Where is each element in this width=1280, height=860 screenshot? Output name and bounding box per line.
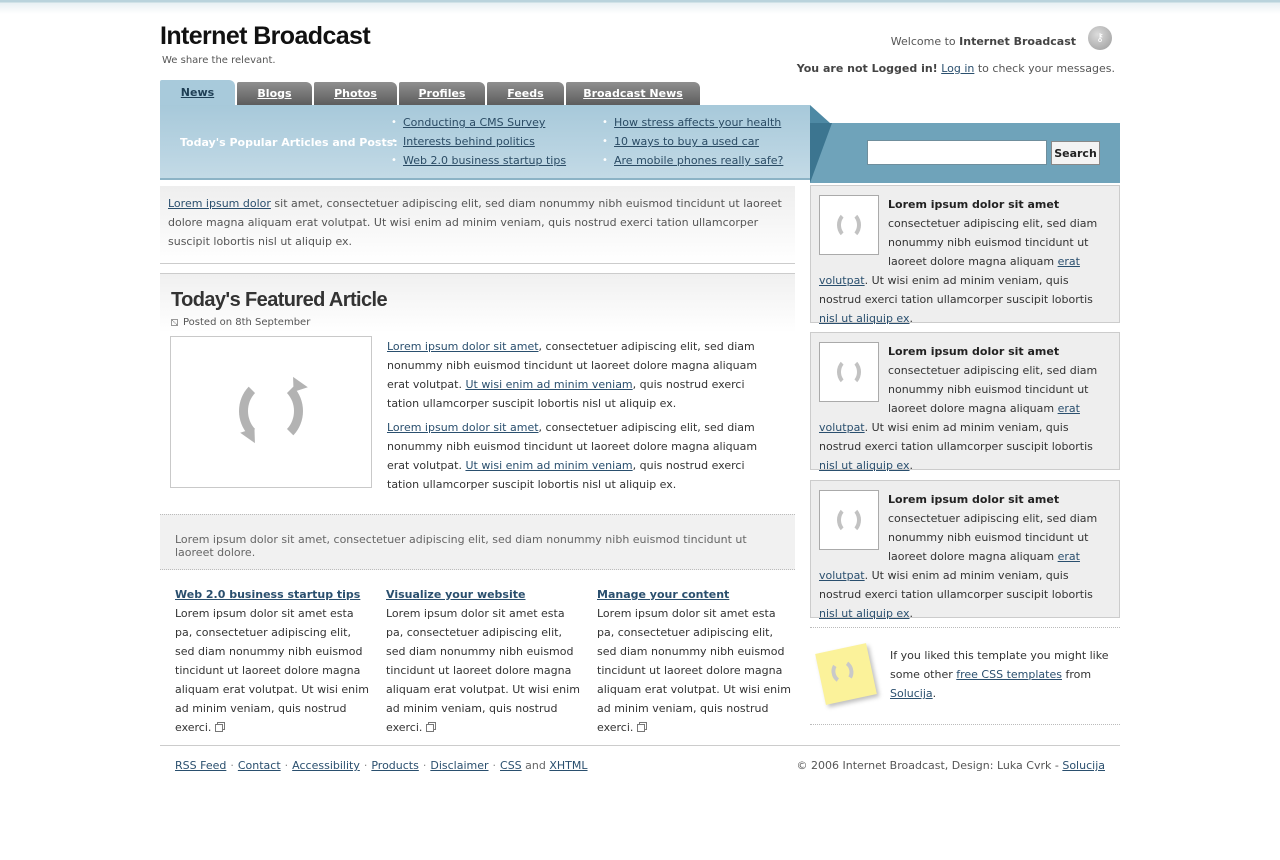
column-title-link[interactable]: Web 2.0 business startup tips xyxy=(175,588,361,601)
sidebar-text: . Ut wisi enim ad minim veniam, quis nostrud exerci tation ullamcorper suscipit lobortis xyxy=(819,274,1093,306)
separator: · xyxy=(363,759,368,772)
column-heading xyxy=(386,586,581,604)
welcome-message xyxy=(891,35,1076,48)
list-item xyxy=(391,116,566,135)
login-link[interactable]: Log in xyxy=(941,62,975,75)
tab-feeds-label: Feeds xyxy=(507,87,544,100)
tab-feeds[interactable] xyxy=(487,82,564,105)
featured-image xyxy=(170,336,372,488)
footer-and: and xyxy=(521,759,550,772)
separator: · xyxy=(284,759,289,772)
sidebar-link[interactable]: nisl ut aliquip ex xyxy=(819,312,910,325)
featured-header xyxy=(160,273,795,333)
tab-photos-label: Photos xyxy=(334,87,377,100)
solucija-link[interactable]: Solucija xyxy=(890,687,933,700)
page-wrapper xyxy=(160,0,1120,860)
featured-text: , quis nostrud exerci tation ullamcorper suscipit lobortis nisl ut aliquip ex. xyxy=(387,378,745,410)
sidebar-text: . xyxy=(909,459,914,472)
tab-broadcast-news-label: Broadcast News xyxy=(583,87,683,100)
sidebar-link[interactable]: nisl ut aliquip ex xyxy=(819,607,910,620)
featured-text: , consectetuer adipiscing elit, sed diam nonummy nibh euismod tincidunt ut laoreet dolore magna aliquam erat volutpat. xyxy=(387,340,758,391)
external-link-icon[interactable] xyxy=(637,724,645,732)
not-logged-in-text: You are not Logged in! xyxy=(796,62,938,75)
footer-link-rss[interactable]: RSS Feed xyxy=(175,759,227,772)
footer-links xyxy=(175,759,588,772)
tab-blogs-label: Blogs xyxy=(257,87,292,100)
search-input[interactable] xyxy=(867,140,1047,165)
list-item xyxy=(391,154,566,173)
featured-title: Today's Featured Article xyxy=(171,289,387,311)
external-link-icon[interactable] xyxy=(215,724,223,732)
main-nav-tabs xyxy=(160,80,702,105)
sidebar-text: . xyxy=(909,607,914,620)
sidebar-text: consectetuer adipiscing elit, sed diam nonummy nibh euismod tincidunt ut laoreet dolore magna aliquam xyxy=(888,512,1098,563)
footer-link-xhtml[interactable]: XHTML xyxy=(549,759,588,772)
sidebar-article xyxy=(810,480,1120,618)
sidebar-article xyxy=(810,185,1120,323)
footer-link-products[interactable]: Products xyxy=(371,759,419,772)
tab-profiles-label: Profiles xyxy=(418,87,466,100)
sidebar-text: . xyxy=(909,312,914,325)
list-item xyxy=(602,135,783,154)
sidebar-article-title: Lorem ipsum dolor sit amet xyxy=(888,345,1060,358)
site-tagline: We share the relevant. xyxy=(162,55,276,66)
tab-blogs[interactable] xyxy=(237,82,312,105)
copyright-text: © 2006 Internet Broadcast, Design: Luka Cvrk - xyxy=(796,759,1063,772)
column-heading xyxy=(175,586,370,604)
separator: · xyxy=(492,759,497,772)
article-column xyxy=(175,586,370,737)
search-button[interactable]: Search xyxy=(1051,141,1100,165)
featured-text: , consectetuer adipiscing elit, sed diam nonummy nibh euismod tincidunt ut laoreet dolore magna aliquam erat volutpat. xyxy=(387,421,758,472)
refresh-icon xyxy=(837,358,861,386)
popular-link[interactable]: Web 2.0 business startup tips xyxy=(403,154,567,167)
refresh-icon xyxy=(829,658,856,686)
popular-link[interactable]: Interests behind politics xyxy=(403,135,535,148)
popular-list-2 xyxy=(602,116,783,173)
intro-body: sit amet, consectetuer adipiscing elit, sed diam nonummy nibh euismod tincidunt ut laoreet dolore magna aliquam erat volutpat. Ut wisi enim ad minim veniam, quis nostrud exerci tation ullamcorper suscipit lobortis nisl ut aliquip ex. xyxy=(168,197,782,248)
tab-news-label: News xyxy=(180,86,215,99)
separator: · xyxy=(230,759,234,772)
tab-broadcast-news[interactable] xyxy=(566,82,700,105)
footer-link-disclaimer[interactable]: Disclaimer xyxy=(430,759,489,772)
search-fold-corner xyxy=(810,105,830,123)
featured-link[interactable]: Ut wisi enim ad minim veniam xyxy=(465,459,633,472)
refresh-icon xyxy=(837,506,861,534)
note-body: If you liked this template you might like some other xyxy=(890,649,1109,681)
refresh-icon xyxy=(837,211,861,239)
popular-list-1 xyxy=(391,116,566,173)
sidebar-link[interactable]: erat volutpat xyxy=(819,402,1080,434)
external-link-icon[interactable] xyxy=(426,724,434,732)
posted-text: Posted on 8th September xyxy=(183,317,311,328)
featured-paragraph xyxy=(387,418,777,494)
column-title-link[interactable]: Manage your content xyxy=(597,588,730,601)
sidebar-link[interactable]: erat volutpat xyxy=(819,255,1080,287)
featured-text: , quis nostrud exerci tation ullamcorper suscipit lobortis nisl ut aliquip ex. xyxy=(387,459,745,491)
column-text: Lorem ipsum dolor sit amet esta pa, consectetuer adipiscing elit, sed diam nonummy nibh euismod tincidunt ut laoreet dolore magna aliquam erat volutpat. Ut wisi enim ad minim veniam, quis nostrud exerci. xyxy=(175,607,369,734)
list-item xyxy=(602,116,783,135)
featured-link[interactable]: Lorem ipsum dolor sit amet xyxy=(387,340,539,353)
tab-profiles[interactable] xyxy=(399,82,485,105)
tab-news[interactable] xyxy=(160,80,235,105)
note-body: . xyxy=(932,687,937,700)
free-css-templates-link[interactable]: free CSS templates xyxy=(956,668,1062,681)
separator: · xyxy=(422,759,427,772)
column-text: Lorem ipsum dolor sit amet esta pa, consectetuer adipiscing elit, sed diam nonummy nibh euismod tincidunt ut laoreet dolore magna aliquam erat volutpat. Ut wisi enim ad minim veniam, quis nostrud exerci. xyxy=(597,607,791,734)
sidebar-thumbnail xyxy=(819,195,879,255)
footer-link-contact[interactable]: Contact xyxy=(237,759,281,772)
popular-articles-bar xyxy=(160,105,810,180)
sidebar-thumbnail xyxy=(819,490,879,550)
list-item xyxy=(602,154,783,173)
welcome-prefix: Welcome to xyxy=(890,35,960,48)
featured-body xyxy=(387,337,777,499)
sidebar-text: . Ut wisi enim ad minim veniam, quis nostrud exerci tation ullamcorper suscipit lobortis xyxy=(819,421,1093,453)
popular-link[interactable]: Are mobile phones really safe? xyxy=(614,154,784,167)
key-icon[interactable]: ⚷ xyxy=(1088,26,1112,50)
footer-link-accessibility[interactable]: Accessibility xyxy=(292,759,360,772)
sidebar-text: consectetuer adipiscing elit, sed diam nonummy nibh euismod tincidunt ut laoreet dolore magna aliquam xyxy=(888,364,1098,415)
tab-photos[interactable] xyxy=(314,82,397,105)
footer xyxy=(160,745,1120,772)
copyright-solucija-link[interactable]: Solucija xyxy=(1062,759,1105,772)
article-column xyxy=(386,586,581,737)
login-message xyxy=(797,62,1115,75)
popular-link[interactable]: How stress affects your health xyxy=(614,116,782,129)
popular-link[interactable]: 10 ways to buy a used car xyxy=(614,135,759,148)
sidebar-article-title: Lorem ipsum dolor sit amet xyxy=(888,493,1060,506)
intro-link[interactable]: Lorem ipsum dolor xyxy=(168,197,271,210)
featured-link[interactable]: Lorem ipsum dolor sit amet xyxy=(387,421,539,434)
sidebar-text: . Ut wisi enim ad minim veniam, quis nostrud exerci tation ullamcorper suscipit lobortis xyxy=(819,569,1093,601)
popular-link[interactable]: Conducting a CMS Survey xyxy=(403,116,546,129)
column-title-link[interactable]: Visualize your website xyxy=(386,588,526,601)
featured-paragraph xyxy=(387,337,777,413)
calendar-icon xyxy=(171,319,178,326)
article-column xyxy=(597,586,792,737)
sidebar-thumbnail xyxy=(819,342,879,402)
sidebar-text: consectetuer adipiscing elit, sed diam nonummy nibh euismod tincidunt ut laoreet dolore magna aliquam xyxy=(888,217,1098,268)
posted-date xyxy=(171,317,310,328)
sidebar-article-title: Lorem ipsum dolor sit amet xyxy=(888,198,1060,211)
featured-link[interactable]: Ut wisi enim ad minim veniam xyxy=(465,378,633,391)
copyright xyxy=(797,759,1105,772)
column-text: Lorem ipsum dolor sit amet esta pa, consectetuer adipiscing elit, sed diam nonummy nibh euismod tincidunt ut laoreet dolore magna aliquam erat volutpat. Ut wisi enim ad minim veniam, quis nostrud exerci. xyxy=(386,607,580,734)
column-heading xyxy=(597,586,792,604)
intro-text xyxy=(160,186,795,264)
footer-link-css[interactable]: CSS xyxy=(500,759,522,772)
note-body: from xyxy=(1061,668,1092,681)
sidebar-article xyxy=(810,332,1120,470)
site-title: Internet Broadcast xyxy=(160,22,371,50)
welcome-site-name: Internet Broadcast xyxy=(959,35,1076,48)
sticky-note-icon xyxy=(815,643,877,705)
quote-strip: Lorem ipsum dolor sit amet, consectetuer adipiscing elit, sed diam nonummy nibh euismod tincidunt ut laoreet dolore. xyxy=(160,514,795,570)
list-item xyxy=(391,135,566,154)
note-text xyxy=(890,646,1115,703)
template-note xyxy=(810,627,1120,725)
login-suffix: to check your messages. xyxy=(974,62,1115,75)
sidebar-link[interactable]: erat volutpat xyxy=(819,550,1080,582)
search-panel xyxy=(810,123,1120,183)
refresh-icon xyxy=(239,377,303,445)
sidebar-link[interactable]: nisl ut aliquip ex xyxy=(819,459,910,472)
popular-label: Today's Popular Articles and Posts: xyxy=(180,136,398,149)
